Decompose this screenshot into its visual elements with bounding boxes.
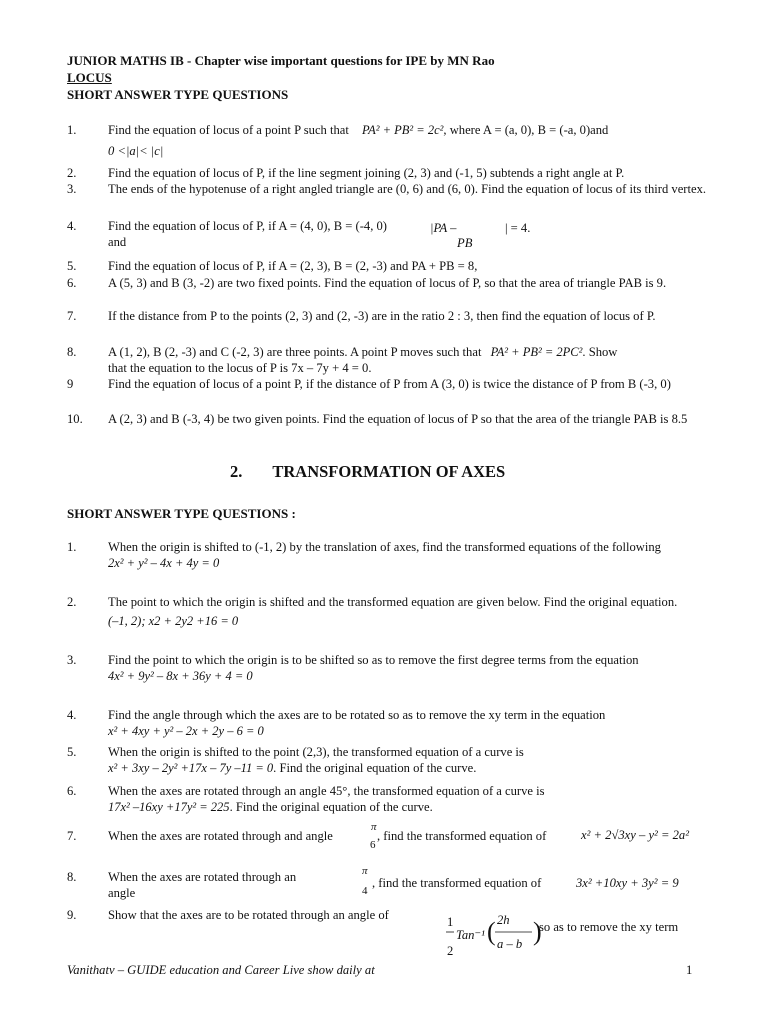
page-number: 1 [686,963,693,977]
fraction-numerator: 2h [497,913,510,927]
locus-question-4: 4. Find the equation of locus of P, if A = (4, 0), B = (-4, 0) and |PA – PB | = 4. [67,219,531,250]
question-number: 1. [67,123,77,137]
equation: | = 4. [505,221,531,235]
axes-question-9: 9. Show that the axes are to be rotated through an angle of 1 2 Tan⁻¹ ( 2h a – b ) so as to remove the xy term [67,908,679,958]
fraction-numerator: 1 [447,915,454,929]
section-title: 2. TRANSFORMATION OF AXES [230,462,506,481]
fraction-denominator: 6 [370,839,376,851]
bracket-left: ( [487,917,496,946]
section-subheading: SHORT ANSWER TYPE QUESTIONS [67,87,289,102]
chapter-title: LOCUS [67,70,112,85]
equation: (–1, 2); x2 + 2y2 +16 = 0 [108,613,239,628]
equation: 17x² –16xy +17y² = 225 [108,799,230,814]
equation: 2x² + y² – 4x + 4y = 0 [108,555,220,570]
equation: 3x² +10xy + 3y² = 9 [576,876,679,890]
document-title: JUNIOR MATHS IB - Chapter wise important questions for IPE by MN Rao [67,53,495,68]
equation: 0 <|a|< |c| [108,143,164,158]
fraction-numerator: π [362,865,368,877]
section-subheading: SHORT ANSWER TYPE QUESTIONS : [67,506,296,521]
footer-text: Vanithatv – GUIDE education and Career Live show daily at [67,963,375,977]
equation: PB [457,236,473,250]
axes-question-7: 7. When the axes are rotated through and angle π 6 , find the transformed equation of x² + 2√3xy – y² = 2a² [67,821,689,851]
bracket-right: ) [533,917,542,946]
equation: x² + 3xy – 2y² +17x – 7y –11 = 0 [108,760,274,775]
fraction-numerator: π [371,821,377,833]
equation: x² + 4xy + y² – 2x + 2y – 6 = 0 [108,723,264,738]
equation: x² + 2√3xy – y² = 2a² [581,828,689,842]
equation: |PA – [430,221,457,235]
fraction-denominator: a – b [497,937,523,951]
equation: 4x² + 9y² – 8x + 36y + 4 = 0 [108,668,253,683]
axes-question-8: 8. When the axes are rotated through an angle π 4 , find the transformed equation of 3x² +10xy + 3y² = 9 [67,865,679,900]
equation: PA² + PB² = 2PC² [490,345,583,359]
equation: Tan⁻¹ [456,928,485,942]
equation: PA² + PB² = 2c² [362,123,444,137]
fraction-denominator: 4 [362,885,368,897]
locus-question-1: 1. Find the equation of locus of a point P such that PA² + PB² = 2c², where A = (a, 0), B = (-a, 0)and 0 <|a|< |c| [67,123,609,158]
fraction-denominator: 2 [447,944,454,958]
